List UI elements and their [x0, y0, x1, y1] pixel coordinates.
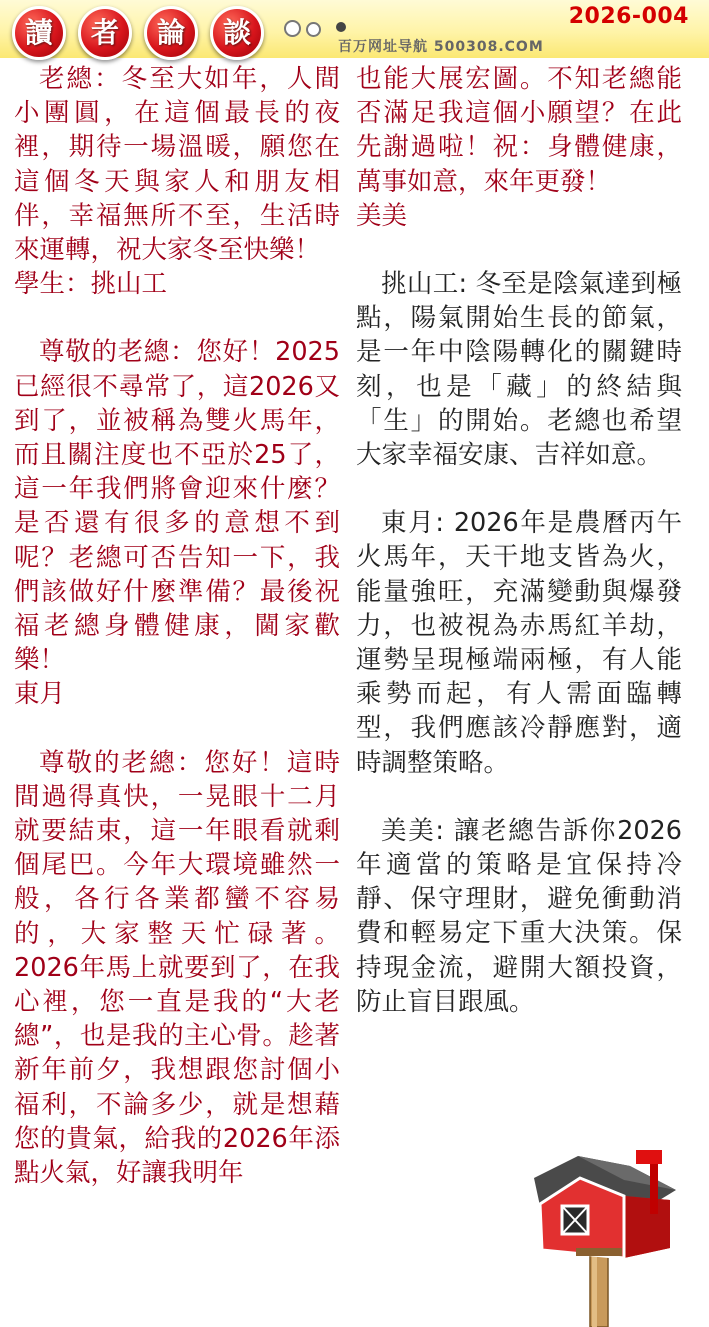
reply-recipient: 挑山工: — [381, 269, 468, 300]
letter-signature: 東月 — [14, 679, 66, 710]
watermark: 百万网址导航 500308.COM — [338, 39, 544, 55]
editor-reply — [356, 814, 682, 1019]
title-badge-4: 談 — [210, 6, 264, 60]
left-column — [14, 62, 340, 1190]
right-column — [356, 62, 682, 1019]
mailbox-illustration-icon — [520, 1148, 686, 1327]
reply-recipient: 東月: — [381, 508, 445, 539]
decor-dot-icon — [336, 22, 346, 32]
letter-signature: 美美 — [356, 200, 408, 231]
header-banner — [0, 0, 709, 58]
editor-reply — [356, 506, 682, 780]
reply-text: 冬至是陰氣達到極點，陽氣開始生長的節氣，是一年中陰陽轉化的關鍵時刻，也是「藏」的終結與「生」的開始。老總也希望大家幸福安康、吉祥如意。 — [356, 269, 683, 471]
reader-letter-continued: 也能大展宏圖。不知老總能否滿足我這個小願望？在此先謝過啦！祝：身體健康，萬事如意，來年更發！ — [356, 64, 682, 197]
issue-number: 2026-004 — [568, 4, 689, 29]
editor-reply — [356, 267, 682, 472]
reply-recipient: 美美: — [381, 815, 445, 846]
reply-text: 2026年是農曆丙午火馬年，天干地支皆為火，能量強旺，充滿變動與爆發力，也被視為赤馬紅羊劫，運勢呈現極端兩極，有人能乘勢而起，有人需面臨轉型，我們應該冷靜應對，適時調整策略。 — [356, 508, 682, 778]
title-badge-1: 讀 — [12, 6, 66, 60]
reply-text: 讓老總告訴你2026年適當的策略是宜保持冷靜、保守理財，避免衝動消費和輕易定下重大決策。保持現金流，避開大額投資，防止盲目跟風。 — [356, 815, 682, 1017]
reader-letter: 尊敬的老總：您好！這時間過得真快，一晃眼十二月就要結束，這一年眼看就剩個尾巴。今年大環境雖然一般，各行各業都蠻不容易的，大家整天忙碌著。 2026年馬上就要到了，在我心裡，您一直是我的“大老總”，也是我的主心骨。趁著新年前夕，我想跟您討個小福利，不論多少，就是想藉您的貴氣，給我的2026年添點火氣，好讓我明年 — [14, 747, 340, 1189]
title-badge-2: 者 — [78, 6, 132, 60]
letter-signature: 學生：挑山工 — [14, 269, 168, 300]
title-badge-3: 論 — [144, 6, 198, 60]
decor-dot-icon — [306, 22, 321, 37]
reader-letter: 尊敬的老總：您好！2025已經很不尋常了，這2026又到了，並被稱為雙火馬年，而且關注度也不亞於25了，這一年我們將會迎來什麼？是否還有很多的意想不到呢？老總可否告知一下，我們該做好什麼準備？最後祝福老總身體健康，閫家歡樂！ — [14, 337, 340, 676]
decor-dot-icon — [284, 20, 301, 37]
reader-letter: 老總：冬至大如年，人間小團圓，在這個最長的夜裡，期待一場溫暖，願您在這個冬天與家人和朋友相伴，幸福無所不至，生活時來運轉，祝大家冬至快樂！ — [14, 64, 340, 266]
